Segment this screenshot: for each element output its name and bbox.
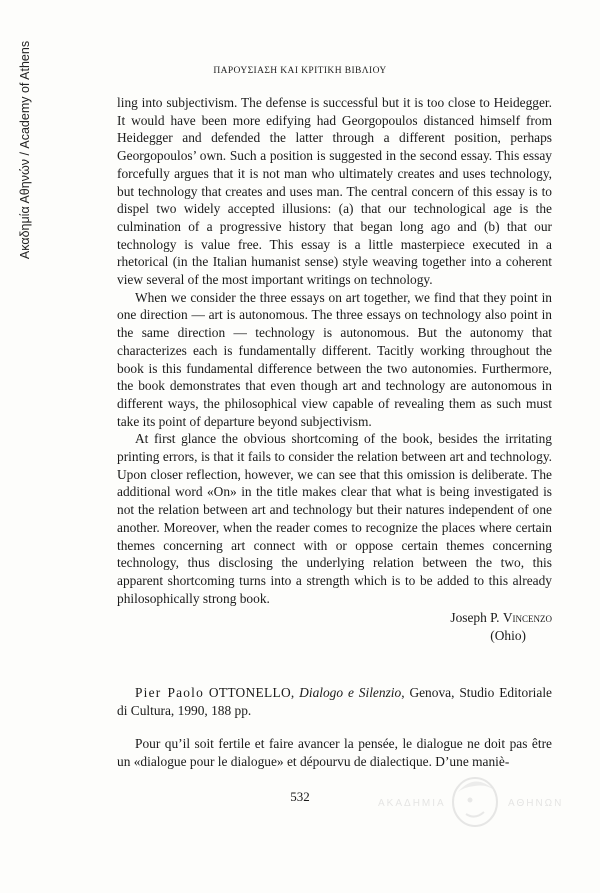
paragraph-3: At first glance the obvious shortcoming of the book, besides the irritating printing errors, is that it fails to consider the relation between art and technology. Upon closer reflection, however, we can see that this omission is deliberate. The additional word «On» in the title makes clear that what is being investigated is not the relation between art and technology but their natures independent of one another. Moreover, when the reader comes to recognize the places where certain themes concerning art connect with or oppose certain themes concerning technology, thus disclosing the underlying relation between the two, this apparent shortcoming turns into a strength which is to be added to this already philosophically strong book. [117,431,552,606]
review-paragraph-1: Pour qu’il soit fertile et faire avancer la pensée, le dialogue ne doit pas être un «dialogue pour le dialogue» et dépourvu de dialectique. D’une maniè- [117,736,552,769]
reviewer-first-name: Joseph P. [450,610,500,626]
review-separator: , [290,685,300,700]
review-publication-details: , Genova, Studio Editoriale di Cultura, 1990, 188 pp. [117,685,552,718]
athena-head-icon [440,770,510,830]
review-body [117,735,552,770]
reviewer-last-name: Vincenzo [502,610,552,626]
page-number: 532 [290,789,310,804]
review-book-title: Dialogo e Silenzio [299,685,402,700]
body-text [117,94,552,645]
watermark-right-text: ΑΘΗΝΩΝ [508,798,564,809]
side-watermark-text: Ακαδημία Αθηνών / Academy of Athens [18,40,32,260]
review-heading [117,684,552,719]
reviewer-signature [117,609,552,645]
academy-watermark [378,770,578,830]
running-head: ΠΑΡΟΥΣΙΑΣΗ ΚΑΙ ΚΡΙΤΙΚΗ ΒΙΒΛΙΟΥ [213,66,387,76]
reviewer-name [117,609,552,627]
reviewer-place: (Ohio) [490,628,526,644]
paragraph-1: ling into subjectivism. The defense is successful but it is too close to Heidegger. It would have been more edifying had Georgopoulos distanced himself from Heidegger and defended the latter through a different position, perhaps Georgopoulos’ own. Such a position is suggested in the second essay. This essay forcefully argues that it is not man who ultimately creates and uses technology, but technology that creates and uses man. The central concern of this essay is to dispel two widely accepted illusions: (a) that our technological age is the culmination of a progressive history that began long ago and (b) that our technology is value free. This essay is a little masterpiece executed in a rhetorical (in the Italian humanist sense) style weaving together into a coherent view several of the most important writings on technology. [117,95,552,288]
review-author-last: OTTONELLO [208,685,291,700]
review-author-first: Pier Paolo [135,685,204,700]
review-citation [117,684,552,719]
paragraph-2: When we consider the three essays on art together, we find that they point in one direction — art is autonomous. The three essays on technology also point in the same direction — technology is autonomous. But the autonomy that characterizes each is fundamentally different. Tacitly working throughout the book is this fundamental difference between the two autonomies. Furthermore, the book demonstrates that even though art and technology are autonomous in different ways, the philosophical view capable of revealing them as such must take its point of departure beyond subjectivism. [117,289,552,429]
watermark-left-text: ΑΚΑΔΗΜΙΑ [378,798,446,809]
